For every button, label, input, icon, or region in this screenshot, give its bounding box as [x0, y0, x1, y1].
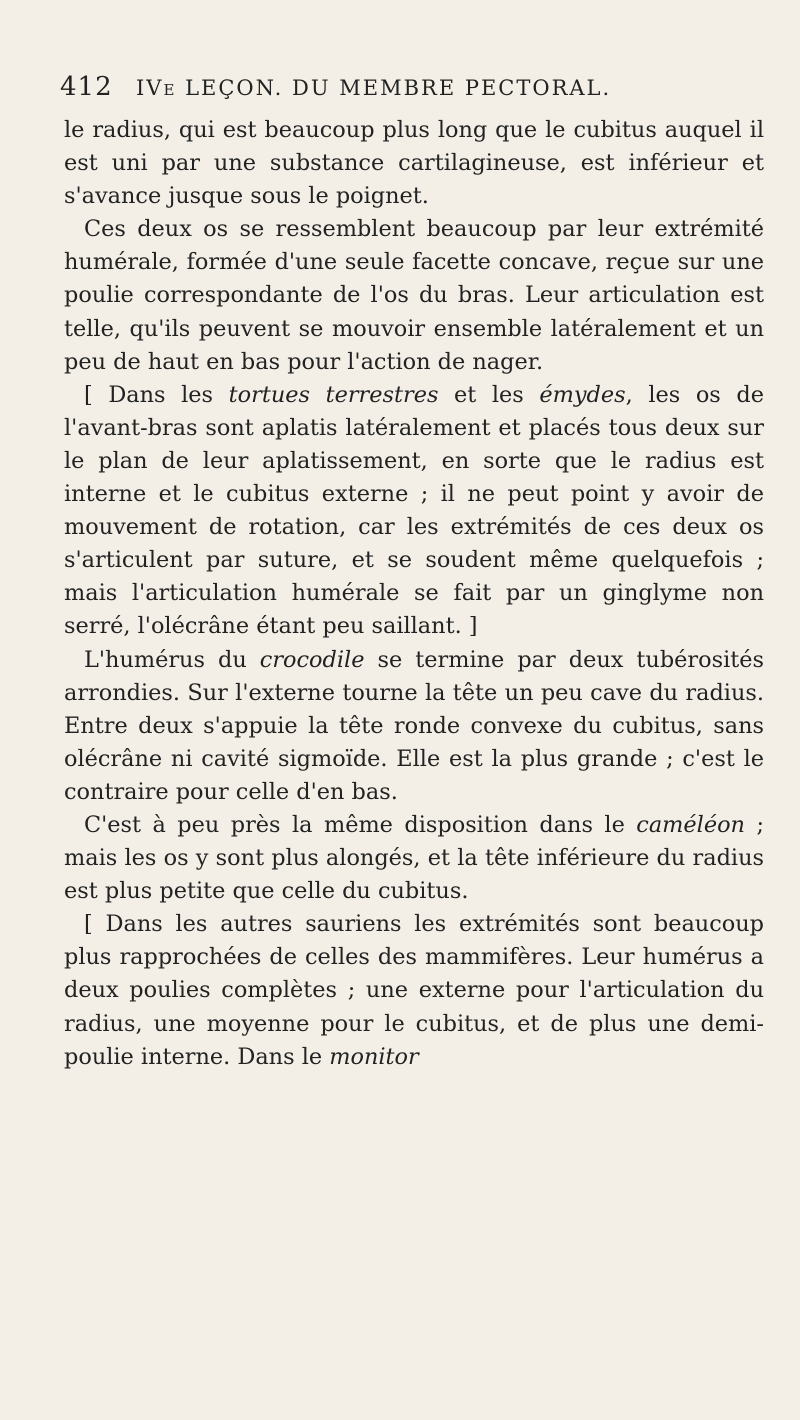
text-run: ; mais les os y sont plus alongés, et la tête inférieure du radius est plus petite que celle du cubitus. — [64, 811, 764, 905]
page-number: 412 — [60, 72, 113, 102]
text-run: C'est à peu près la même disposition dans le — [84, 811, 637, 838]
text-run: Ces deux os se ressemblent beaucoup par leur extrémité humérale, formée d'une seule facette concave, reçue sur une poulie correspondante de l'os du bras. Leur articulation est telle, qu'ils peuvent se mouvoir ensemble latéralement et un peu de haut en bas pour l'action de nager. — [64, 216, 764, 375]
paragraph — [64, 809, 764, 908]
text-run: et les — [438, 381, 540, 408]
page-header — [60, 72, 760, 112]
text-run: L'humérus du — [84, 646, 260, 673]
running-head: IVe LEÇON. DU MEMBRE PECTORAL. — [136, 76, 612, 100]
paragraph — [64, 644, 764, 809]
text-run: le radius, qui est beaucoup plus long que le cubitus auquel il est uni par une substance cartilagineuse, est inférieur et s'avance jusque sous le poignet. — [64, 117, 764, 210]
italic-term: caméléon — [636, 811, 745, 838]
paragraph — [64, 379, 764, 644]
text-run: [ Dans les — [84, 381, 229, 408]
italic-term: tortues terrestres — [228, 381, 439, 408]
body-text — [64, 114, 764, 1074]
text-run: se termine par deux tubérosités arrondies. Sur l'externe tourne la tête un peu cave du radius. Entre deux s'appuie la tête ronde convexe du cubitus, sans olécrâne ni cavité sigmoïde. Elle est la plus grande ; c'est le contraire pour celle d'en bas. — [64, 646, 764, 805]
italic-term: crocodile — [259, 646, 365, 673]
paragraph — [64, 114, 764, 213]
text-run: , les os de l'avant-bras sont aplatis latéralement et placés tous deux sur le plan de leur aplatissement, en sorte que le radius est interne et le cubitus externe ; il ne peut point y avoir de mouvement de rotation, car les extrémités de ces deux os s'articulent par suture, et se soudent même quelquefois ; mais l'articulation humérale se fait par un ginglyme non serré, l'olécrâne étant peu saillant. ] — [64, 381, 764, 640]
italic-term: émydes — [539, 381, 626, 408]
text-run: [ Dans les autres sauriens les extrémités sont beaucoup plus rapprochées de celles des mammifères. Leur humérus a deux poulies complètes ; une externe pour l'articulation du radius, une moyenne pour le cubitus, et de plus une demi-poulie interne. Dans le — [64, 911, 764, 1070]
paragraph — [64, 908, 764, 1073]
paragraph — [64, 213, 764, 378]
italic-term: monitor — [329, 1043, 419, 1070]
